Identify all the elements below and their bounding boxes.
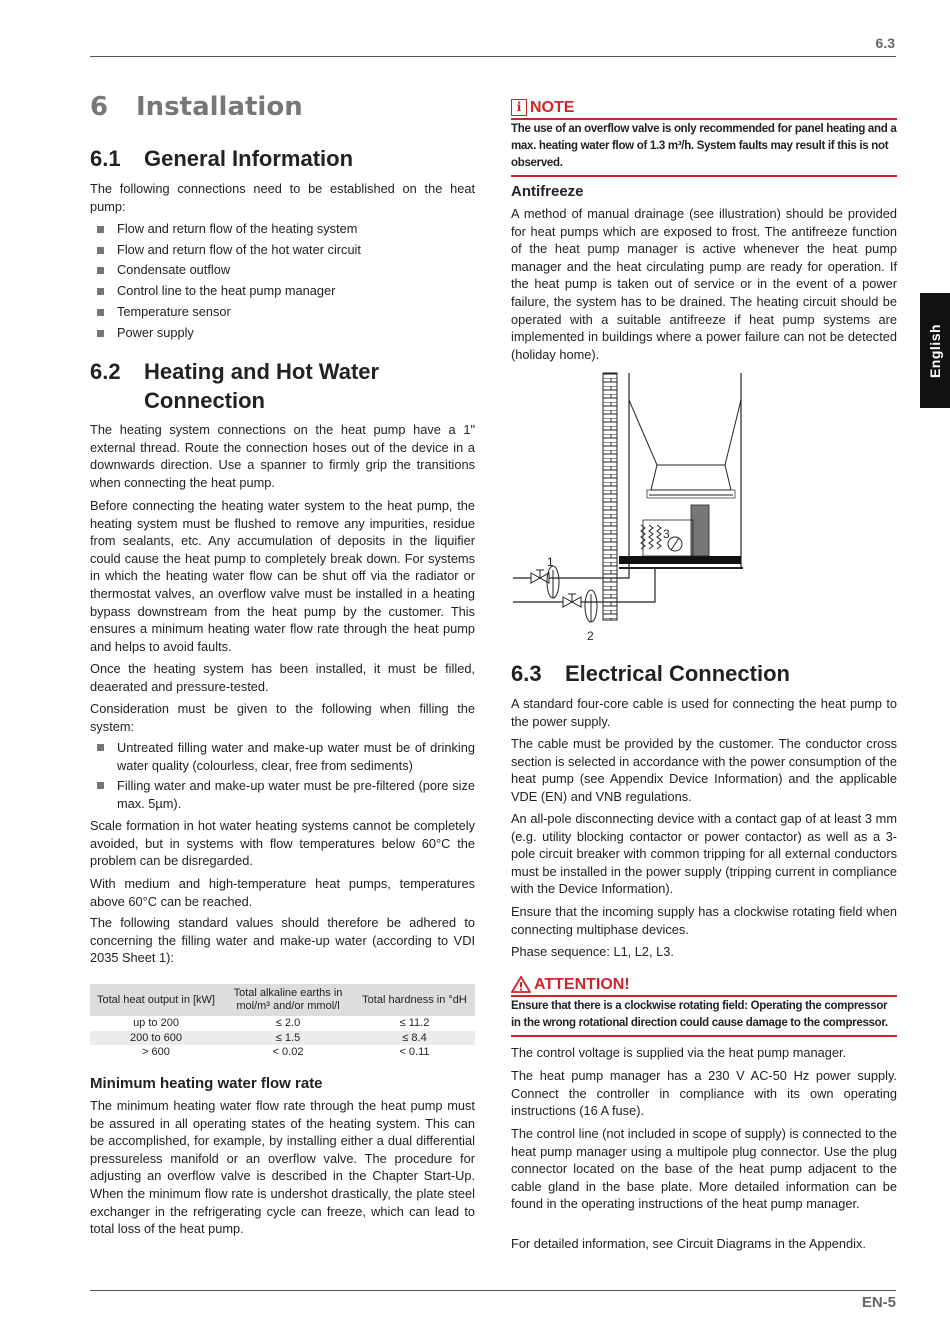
- note-box: [511, 99, 897, 177]
- drainage-diagram: [511, 370, 751, 650]
- s62-p4: Consideration must be given to the following when filling the system:: [90, 701, 475, 734]
- chapter-title-text: Installation: [136, 92, 303, 122]
- minflow-text: The minimum heating water flow rate through the heat pump must be assured in all operating states of the heating system. This can be accomplished, for example, by installing either a dual differential pressureless manifold or an overflow valve. The procedure for adjusting an overflow valve is described in the Chapter Start-Up. When the minimum flow rate is undershot drastically, the plate steel exchanger in the refrigerating cycle can freeze, which can lead to total loss of the heat pump.: [90, 1098, 475, 1237]
- bullet-icon: [97, 744, 104, 751]
- s63-p1: A standard four-core cable is used for connecting the heat pump to the power supply.: [511, 696, 897, 729]
- s62-p1: The heating system connections on the heat pump have a 1" external thread. Route the connection hoses out of the device in a downwards direction. Use a spanner to firmly grip the transitions when connecting the heat pump.: [90, 422, 475, 490]
- bullet-icon: [97, 247, 104, 254]
- note-header: [511, 99, 897, 120]
- list-item: [90, 302, 475, 323]
- table-row: [90, 1031, 475, 1046]
- table-cell: ≤ 1.5: [222, 1031, 354, 1046]
- list-item: [90, 281, 475, 302]
- table-cell: up to 200: [133, 1017, 179, 1029]
- table-cell: ≤ 8.4: [354, 1031, 475, 1046]
- s62-p3: Once the heating system has been installed, it must be filled, deaerated and pressure-tested.: [90, 661, 475, 694]
- attention-text: Ensure that there is a clockwise rotating field: Operating the compressor in the wrong rotational direction could cause damage to the compressor.: [511, 997, 897, 1037]
- minflow-heading: Minimum heating water flow rate: [90, 1075, 323, 1092]
- s63-p2: The cable must be provided by the customer. The conductor cross section is selected in accordance with the power consumption of the heat pump (see Appendix Device Information) and the applicable VDE (EN) and VNB regulations.: [511, 736, 897, 804]
- bullet-icon: [97, 226, 104, 233]
- list-item: [90, 323, 475, 344]
- warning-icon: [511, 976, 531, 993]
- header-rule: [90, 56, 896, 57]
- table-header: Total hardness in °dH: [354, 984, 475, 1016]
- list-item-text: Power supply: [117, 324, 194, 340]
- diagram-label-1: 1: [547, 555, 554, 569]
- list-item-text: Flow and return flow of the hot water circuit: [117, 241, 361, 257]
- list-item-text: Condensate outflow: [117, 262, 231, 278]
- section-6-2-heading: [90, 357, 475, 415]
- table-header-row: [90, 984, 475, 1016]
- table-header: Total alkaline earths in mol/m³ and/or mmol/l: [222, 984, 354, 1016]
- heat-pump-base: [619, 556, 741, 564]
- language-tab-label: English: [927, 323, 943, 378]
- table-cell: ≤ 2.0: [275, 1017, 301, 1029]
- section-number: 6.2: [90, 359, 121, 384]
- list-item-text: Untreated filling water and make-up water must be of drinking water quality (colourless, clear, free from sediments): [117, 740, 475, 773]
- list-item: [90, 260, 475, 281]
- section-title-line1: Heating and Hot Water: [144, 359, 380, 384]
- s63-p9: For detailed information, see Circuit Diagrams in the Appendix.: [511, 1236, 866, 1251]
- table-cell: > 600: [142, 1046, 170, 1058]
- s63-p8: The control line (not included in scope of supply) is connected to the heat pump manager using a multipole plug connector. Use the plug connector located on the base of the heat pump adjacent to the cable gland in the base plate. More detailed information can be found in the operating instructions of the heat pump manager.: [511, 1126, 897, 1212]
- list-item: [90, 777, 475, 812]
- list-item-text: Filling water and make-up water must be pre-filtered (pore size max. 5µm).: [117, 778, 475, 811]
- section-6-1-heading: [90, 144, 475, 173]
- language-tab: [920, 293, 950, 408]
- section-6-3-heading: [511, 659, 897, 688]
- list-item-text: Flow and return flow of the heating system: [117, 221, 358, 236]
- bullet-icon: [97, 782, 104, 789]
- diagram-label-3: 3: [663, 527, 670, 541]
- attention-header: [511, 976, 897, 997]
- s61-list: [90, 219, 475, 343]
- s61-intro: The following connections need to be established on the heat pump:: [90, 181, 475, 214]
- bullet-icon: [97, 309, 104, 316]
- attention-label: ATTENTION!: [534, 976, 630, 993]
- s62-p7: The following standard values should therefore be adhered to concerning the filling water and make-up water (according to VDI 2035 Sheet 1):: [90, 915, 475, 966]
- antifreeze-heading: Antifreeze: [511, 183, 584, 200]
- header-section-number: 6.3: [875, 35, 895, 51]
- s62-p6: With medium and high-temperature heat pumps, temperatures above 60°C can be reached.: [90, 876, 475, 909]
- table-cell: ≤ 11.2: [399, 1017, 430, 1029]
- note-text: The use of an overflow valve is only recommended for panel heating and a max. heating water flow of 1.3 m³/h. System faults may result if this is not observed.: [511, 120, 897, 177]
- brick-wall: [603, 373, 617, 620]
- s63-p7: The heat pump manager has a 230 V AC-50 Hz power supply. Connect the controller in compliance with its own operating instructions (16 A fuse).: [511, 1068, 897, 1119]
- water-values-table: [90, 984, 475, 1060]
- heat-pump-housing: [629, 373, 741, 568]
- chapter-number: 6: [90, 92, 109, 122]
- diagram-label-2: 2: [587, 629, 594, 643]
- s62-list: [90, 739, 475, 812]
- table-header: Total heat output in [kW]: [90, 984, 222, 1016]
- table-row: [90, 1045, 475, 1060]
- s63-p3: An all-pole disconnecting device with a contact gap of at least 3 mm (e.g. utility blocking contactor or power contactor) as well as a 3-pole circuit breaker with common tripping for all external conductors must be installed in the power supply (tripping current in compliance with the Device Information).: [511, 811, 897, 897]
- attention-box: [511, 976, 897, 1037]
- section-title-line2: Connection: [144, 388, 265, 413]
- bullet-icon: [97, 267, 104, 274]
- chapter-title: [90, 92, 303, 122]
- footer-rule: [90, 1290, 896, 1291]
- antifreeze-text: A method of manual drainage (see illustration) should be provided for heat pumps which are exposed to frost. The antifreeze function of the heat pump manager is active whenever the heat pump manager and the heat circulating pump are ready for operation. If the heat pump is taken out of service or in the event of a power failure, the system has to be drained. The heating circuit should be operated with a suitable antifreeze if heat pump systems are implemented in buildings where a power failure can not be detected (holiday home).: [511, 206, 897, 362]
- bullet-icon: [97, 288, 104, 295]
- s63-p6: The control voltage is supplied via the heat pump manager.: [511, 1045, 847, 1060]
- s62-p2: Before connecting the heating water system to the heat pump, the heating system must be flushed to remove any impurities, residue from sealants, etc. Any accumulation of deposits in the liquifier could cause the heat pump to completely break down. For systems in which the heating water flow can be shut off via the radiator or thermostat valves, an overflow valve must be installed in a heating bypass downstream from the heat pump by the customer. This ensures a minimum heating water flow rate through the heat pump and helps to avoid faults.: [90, 498, 475, 654]
- s63-p4: Ensure that the incoming supply has a clockwise rotating field when connecting multiphase devices.: [511, 904, 897, 937]
- list-item-text: Temperature sensor: [117, 303, 231, 319]
- info-icon: i: [511, 99, 527, 116]
- compressor-block: [691, 505, 709, 556]
- note-label: NOTE: [530, 99, 575, 116]
- section-title: General Information: [144, 146, 354, 171]
- table-cell: < 0.02: [272, 1046, 304, 1058]
- s63-p5: Phase sequence: L1, L2, L3.: [511, 944, 674, 959]
- section-number: 6.3: [511, 661, 542, 686]
- list-item-text: Control line to the heat pump manager: [117, 283, 336, 299]
- section-number: 6.1: [90, 146, 121, 171]
- s62-p5: Scale formation in hot water heating systems cannot be completely avoided, but in systems with flow temperatures below 60°C the problem can be disregarded.: [90, 818, 475, 869]
- section-title: Electrical Connection: [565, 661, 790, 686]
- footer-page-number: EN-5: [861, 1294, 896, 1311]
- list-item: [90, 739, 475, 774]
- table-cell: < 0.11: [399, 1046, 430, 1058]
- list-item: [90, 219, 475, 240]
- table-row: [90, 1016, 475, 1031]
- bullet-icon: [97, 330, 104, 337]
- list-item: [90, 240, 475, 261]
- table-cell: 200 to 600: [90, 1031, 222, 1046]
